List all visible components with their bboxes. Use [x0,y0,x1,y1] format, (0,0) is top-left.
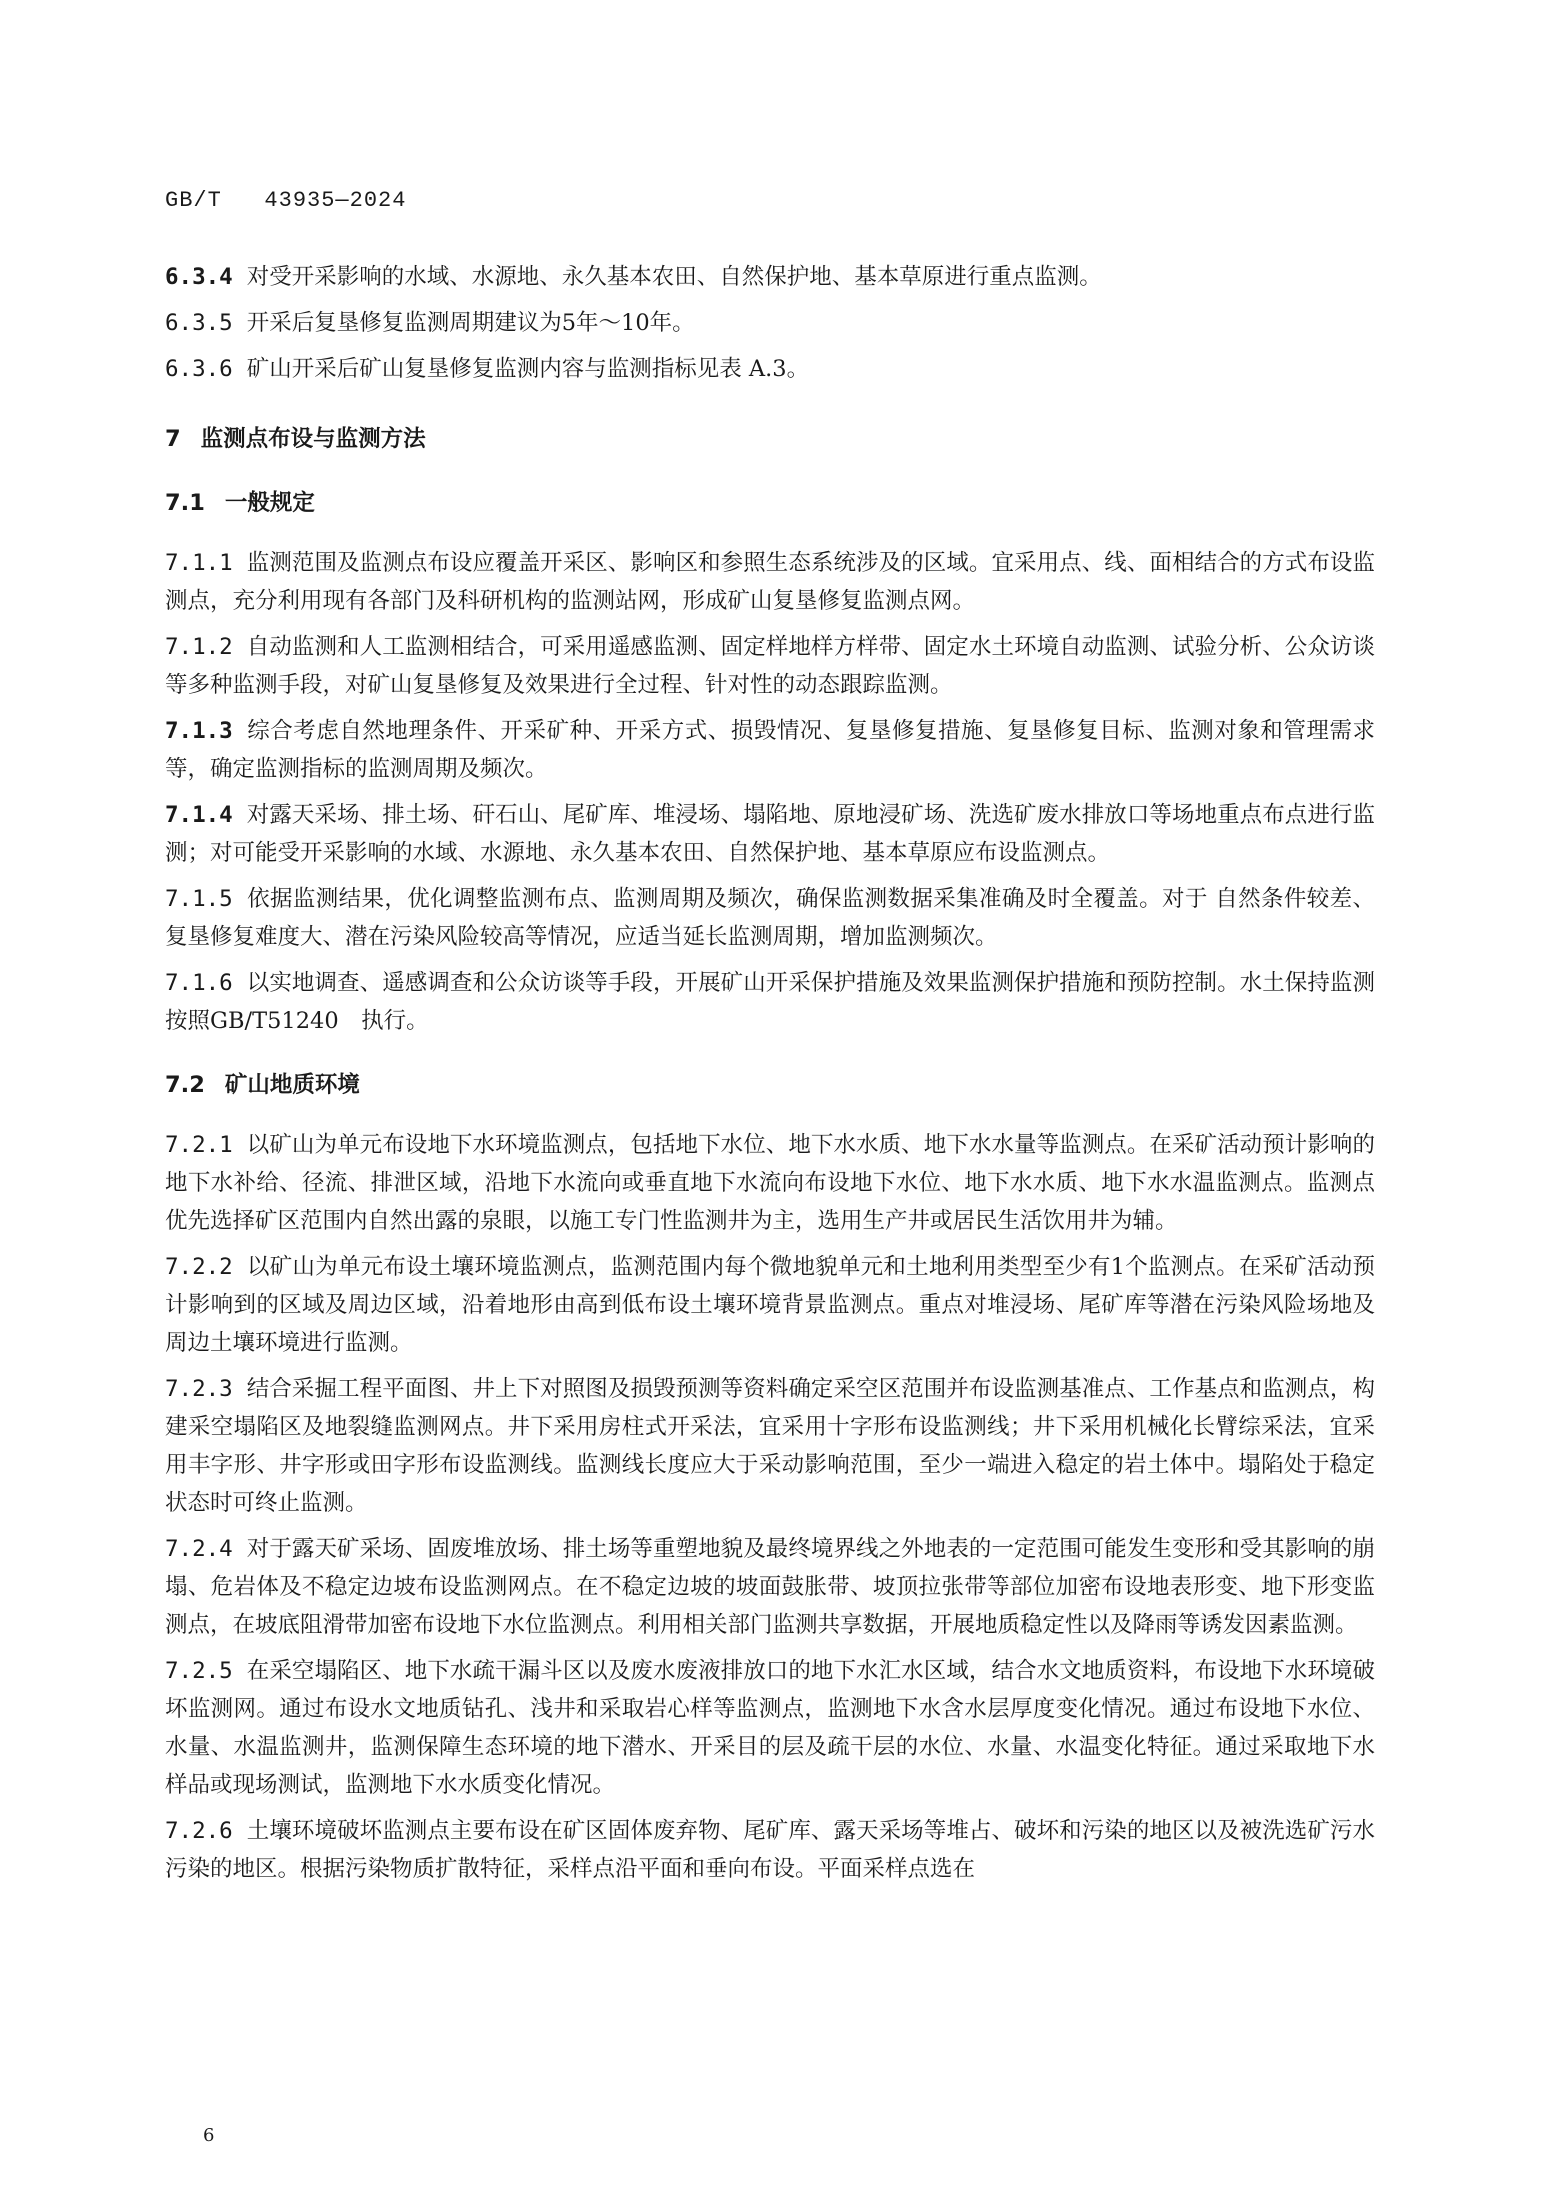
clause-paragraph [165,1812,1375,1888]
clause-number: 7.2.3 [165,1376,233,1402]
clause-number: 7.2.4 [165,1536,233,1562]
standard-code-header: GB/T 43935—2024 [165,188,407,213]
document-body [165,258,1375,1896]
clause-number: 7.1.4 [165,802,233,828]
clause-text: 对受开采影响的水域、水源地、永久基本农田、自然保护地、基本草原进行重点监测。 [246,264,1102,290]
heading-text: 矿山地质环境 [224,1072,360,1098]
clause-number: 7.1.1 [165,550,233,576]
clause-text: 土壤环境破坏监测点主要布设在矿区固体废弃物、尾矿库、露天采场等堆占、破坏和污染的地区以及被洗选矿污水污染的地区。根据污染物质扩散特征，采样点沿平面和垂向布设。平面采样点选在 [165,1818,1375,1882]
clause-text: 以矿山为单元布设地下水环境监测点，包括地下水位、地下水水质、地下水水量等监测点。在采矿活动预计影响的地下水补给、径流、排泄区域，沿地下水流向或垂直地下水流向布设地下水位、地下水水质、地下水水温监测点。监测点优先选择矿区范围内自然出露的泉眼，以施工专门性监测井为主，选用生产井或居民生活饮用井为辅。 [165,1132,1375,1234]
clause-text: 开采后复垦修复监测周期建议为5年～10年。 [246,310,695,336]
heading-text: 一般规定 [224,490,315,516]
clause-paragraph [165,628,1375,704]
clause-number: 7.1.2 [165,634,233,660]
clause-paragraph [165,258,1375,296]
clause-number: 7.2.1 [165,1132,233,1158]
clause-paragraph [165,796,1375,872]
clause-number: 6.3.6 [165,356,233,382]
clause-paragraph [165,544,1375,620]
clause-text: 综合考虑自然地理条件、开采矿种、开采方式、损毁情况、复垦修复措施、复垦修复目标、监测对象和管理需求等，确定监测指标的监测周期及频次。 [165,718,1375,782]
clause-paragraph [165,1370,1375,1522]
clause-text: 依据监测结果，优化调整监测布点、监测周期及频次，确保监测数据采集准确及时全覆盖。对于 自然条件较差、复垦修复难度大、潜在污染风险较高等情况，应适当延长监测周期，增加监测频次。 [165,886,1375,950]
clause-text: 自动监测和人工监测相结合，可采用遥感监测、固定样地样方样带、固定水土环境自动监测、试验分析、公众访谈等多种监测手段，对矿山复垦修复及效果进行全过程、针对性的动态跟踪监测。 [165,634,1375,698]
clause-number: 6.3.5 [165,310,233,336]
clause-text: 以实地调查、遥感调查和公众访谈等手段，开展矿山开采保护措施及效果监测保护措施和预防控制。水土保持监测按照GB/T51240 执行。 [165,970,1375,1034]
clause-text: 对露天采场、排土场、矸石山、尾矿库、堆浸场、塌陷地、原地浸矿场、洗选矿废水排放口等场地重点布点进行监测；对可能受开采影响的水域、水源地、永久基本农田、自然保护地、基本草原应布设监测点。 [165,802,1375,866]
clause-text: 监测范围及监测点布设应覆盖开采区、影响区和参照生态系统涉及的区域。宜采用点、线、面相结合的方式布设监测点，充分利用现有各部门及科研机构的监测站网，形成矿山复垦修复监测点网。 [165,550,1375,614]
section-heading [165,1066,1375,1104]
clause-paragraph [165,964,1375,1040]
page-number: 6 [203,2125,215,2146]
clause-paragraph [165,880,1375,956]
clause-text: 以矿山为单元布设土壤环境监测点，监测范围内每个微地貌单元和土地利用类型至少有1个监测点。在采矿活动预计影响到的区域及周边区域，沿着地形由高到低布设土壤环境背景监测点。重点对堆浸场、尾矿库等潜在污染风险场地及周边土壤环境进行监测。 [165,1254,1375,1356]
clause-paragraph [165,1530,1375,1644]
heading-number: 7 [165,426,181,452]
clause-text: 矿山开采后矿山复垦修复监测内容与监测指标见表 A.3。 [246,356,810,382]
heading-number: 7.1 [165,490,205,516]
clause-number: 7.1.3 [165,718,233,744]
clause-paragraph [165,350,1375,388]
clause-paragraph [165,712,1375,788]
clause-number: 7.2.6 [165,1818,233,1844]
clause-number: 7.1.5 [165,886,233,912]
heading-number: 7.2 [165,1072,205,1098]
clause-number: 6.3.4 [165,264,233,290]
clause-number: 7.2.5 [165,1658,233,1684]
clause-text: 对于露天矿采场、固废堆放场、排土场等重塑地貌及最终境界线之外地表的一定范围可能发生变形和受其影响的崩塌、危岩体及不稳定边坡布设监测网点。在不稳定边坡的坡面鼓胀带、坡顶拉张带等部位加密布设地表形变、地下形变监测点，在坡底阻滑带加密布设地下水位监测点。利用相关部门监测共享数据，开展地质稳定性以及降雨等诱发因素监测。 [165,1536,1375,1638]
clause-paragraph [165,1126,1375,1240]
clause-text: 结合采掘工程平面图、井上下对照图及损毁预测等资料确定采空区范围并布设监测基准点、工作基点和监测点，构建采空塌陷区及地裂缝监测网点。井下采用房柱式开采法，宜采用十字形布设监测线；井下采用机械化长臂综采法，宜采用丰字形、井字形或田字形布设监测线。监测线长度应大于采动影响范围，至少一端进入稳定的岩土体中。塌陷处于稳定状态时可终止监测。 [165,1376,1375,1516]
clause-text: 在采空塌陷区、地下水疏干漏斗区以及废水废液排放口的地下水汇水区域，结合水文地质资料，布设地下水环境破坏监测网。通过布设水文地质钻孔、浅井和采取岩心样等监测点，监测地下水含水层厚度变化情况。通过布设地下水位、水量、水温监测井，监测保障生态环境的地下潜水、开采目的层及疏干层的水位、水量、水温变化特征。通过采取地下水样品或现场测试，监测地下水水质变化情况。 [165,1658,1375,1798]
heading-text: 监测点布设与监测方法 [200,426,426,452]
clause-paragraph [165,304,1375,342]
clause-number: 7.2.2 [165,1254,233,1280]
clause-number: 7.1.6 [165,970,233,996]
clause-paragraph [165,1248,1375,1362]
section-heading [165,484,1375,522]
clause-paragraph [165,1652,1375,1804]
section-heading [165,420,1375,458]
